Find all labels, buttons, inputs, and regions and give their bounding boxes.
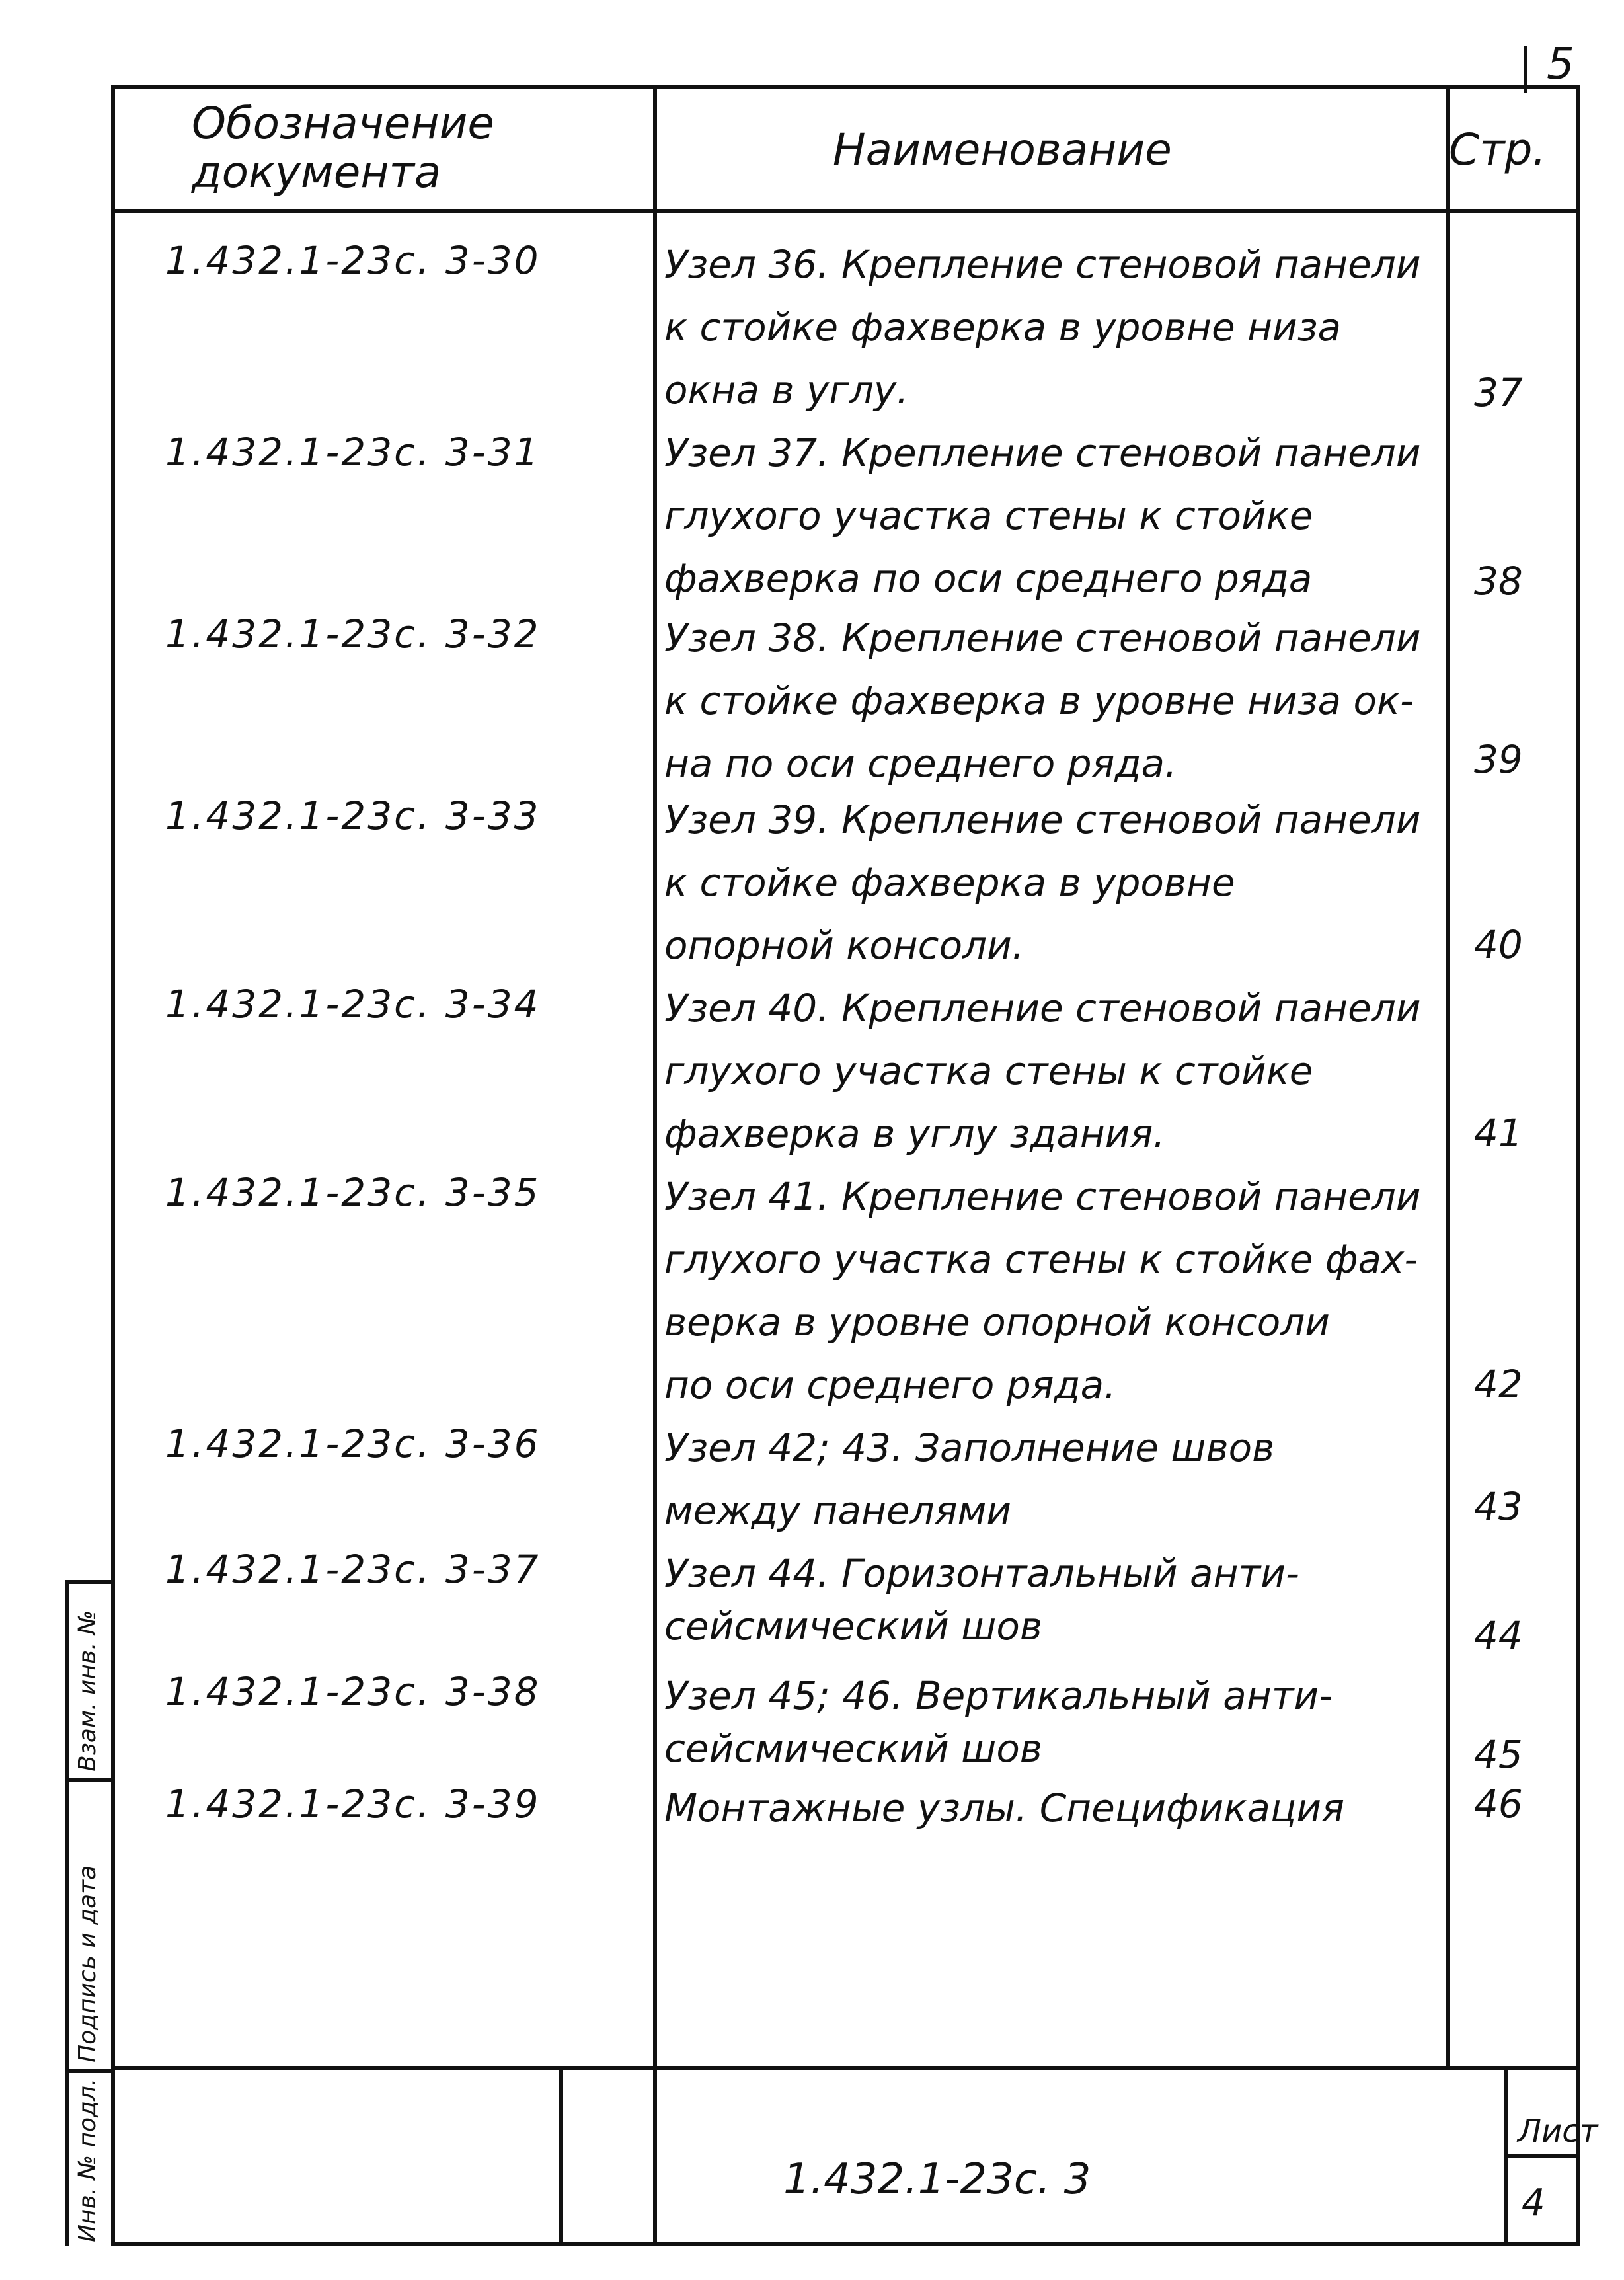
row-name-line: верка в уровне опорной консоли — [664, 1300, 1330, 1345]
row-page: 44 — [1474, 1613, 1523, 1658]
row-name-line: к стойке фахверка в уровне — [664, 860, 1235, 905]
row-code: 1.432.1-23с. 3-38 — [165, 1669, 541, 1714]
row-name-line: Узел 45; 46. Вертикальный анти- — [664, 1673, 1333, 1718]
row-code: 1.432.1-23с. 3-34 — [165, 982, 541, 1027]
row-name-line: Монтажные узлы. Спецификация — [664, 1786, 1344, 1830]
stamp-inv-original: Инв. № подл. — [74, 2078, 101, 2242]
row-name-line: на по оси среднего ряда. — [664, 741, 1177, 786]
header-name: Наименование — [833, 124, 1172, 175]
stamp-strip-div-1 — [65, 1778, 115, 1782]
header-doc-code: Обозначение документа — [192, 98, 494, 198]
footer-doc-code: 1.432.1-23с. 3 — [783, 2155, 1091, 2204]
row-page: 41 — [1474, 1111, 1523, 1156]
header-page: Стр. — [1449, 124, 1547, 175]
page-number: 5 — [1547, 38, 1574, 89]
header-rule — [111, 209, 1580, 213]
row-page: 45 — [1474, 1732, 1523, 1777]
column-divider-name-page — [1446, 85, 1450, 2068]
row-code: 1.432.1-23с. 3-35 — [165, 1170, 541, 1215]
row-code: 1.432.1-23с. 3-30 — [165, 238, 541, 283]
row-name-line: окна в углу. — [664, 368, 909, 413]
footer-sheet-label: Лист — [1518, 2113, 1598, 2150]
row-name-line: фахверка по оси среднего ряда — [664, 556, 1313, 601]
row-name-line: глухого участка стены к стойке фах- — [664, 1237, 1418, 1282]
row-code: 1.432.1-23с. 3-33 — [165, 793, 541, 838]
row-name-line: Узел 42; 43. Заполнение швов — [664, 1425, 1275, 1470]
row-name-line: Узел 36. Крепление стеновой панели — [664, 242, 1421, 287]
row-code: 1.432.1-23с. 3-31 — [165, 430, 541, 475]
row-code: 1.432.1-23с. 3-36 — [165, 1421, 541, 1466]
row-name-line: сейсмический шов — [664, 1726, 1043, 1771]
row-name-line: фахверка в углу здания. — [664, 1111, 1165, 1156]
stamp-strip-div-2 — [65, 2069, 115, 2073]
stamp-strip-top — [65, 1580, 115, 1584]
row-name-line: Узел 40. Крепление стеновой панели — [664, 986, 1421, 1031]
row-name-line: Узел 41. Крепление стеновой панели — [664, 1174, 1421, 1219]
row-page: 37 — [1474, 370, 1523, 415]
row-page: 46 — [1474, 1782, 1523, 1827]
row-code: 1.432.1-23с. 3-37 — [165, 1547, 541, 1592]
row-page: 39 — [1474, 737, 1523, 782]
stamp-signature-date: Подпись и дата — [74, 1865, 101, 2063]
row-name-line: опорной консоли. — [664, 923, 1025, 968]
row-code: 1.432.1-23с. 3-32 — [165, 611, 541, 656]
sheet-cell-rule — [1504, 2154, 1580, 2158]
footer-sheet-number: 4 — [1522, 2182, 1545, 2224]
row-page: 38 — [1474, 559, 1523, 604]
title-block-rule — [111, 2066, 1580, 2070]
row-name-line: к стойке фахверка в уровне низа — [664, 305, 1342, 350]
right-edge-extension — [1576, 85, 1580, 2246]
row-name-line: Узел 39. Крепление стеновой панели — [664, 797, 1421, 842]
title-block-divider — [559, 2066, 563, 2246]
row-name-line: Узел 38. Крепление стеновой панели — [664, 615, 1421, 660]
row-page: 43 — [1474, 1484, 1523, 1529]
stamp-strip-outer — [65, 1580, 69, 2246]
row-name-line: Узел 37. Крепление стеновой панели — [664, 430, 1421, 475]
row-name-line: между панелями — [664, 1488, 1012, 1533]
row-name-line: глухого участка стены к стойке — [664, 493, 1313, 538]
row-page: 40 — [1474, 922, 1523, 967]
row-name-line: сейсмический шов — [664, 1604, 1043, 1649]
row-name-line: по оси среднего ряда. — [664, 1362, 1116, 1407]
row-name-line: к стойке фахверка в уровне низа ок- — [664, 678, 1414, 723]
row-name-line: глухого участка стены к стойке — [664, 1048, 1313, 1093]
row-page: 42 — [1474, 1362, 1523, 1407]
stamp-replaces-inv: Взам. инв. № — [74, 1610, 101, 1772]
row-code: 1.432.1-23с. 3-39 — [165, 1782, 541, 1827]
column-divider-code-name — [653, 85, 657, 2246]
row-name-line: Узел 44. Горизонтальный анти- — [664, 1551, 1299, 1596]
